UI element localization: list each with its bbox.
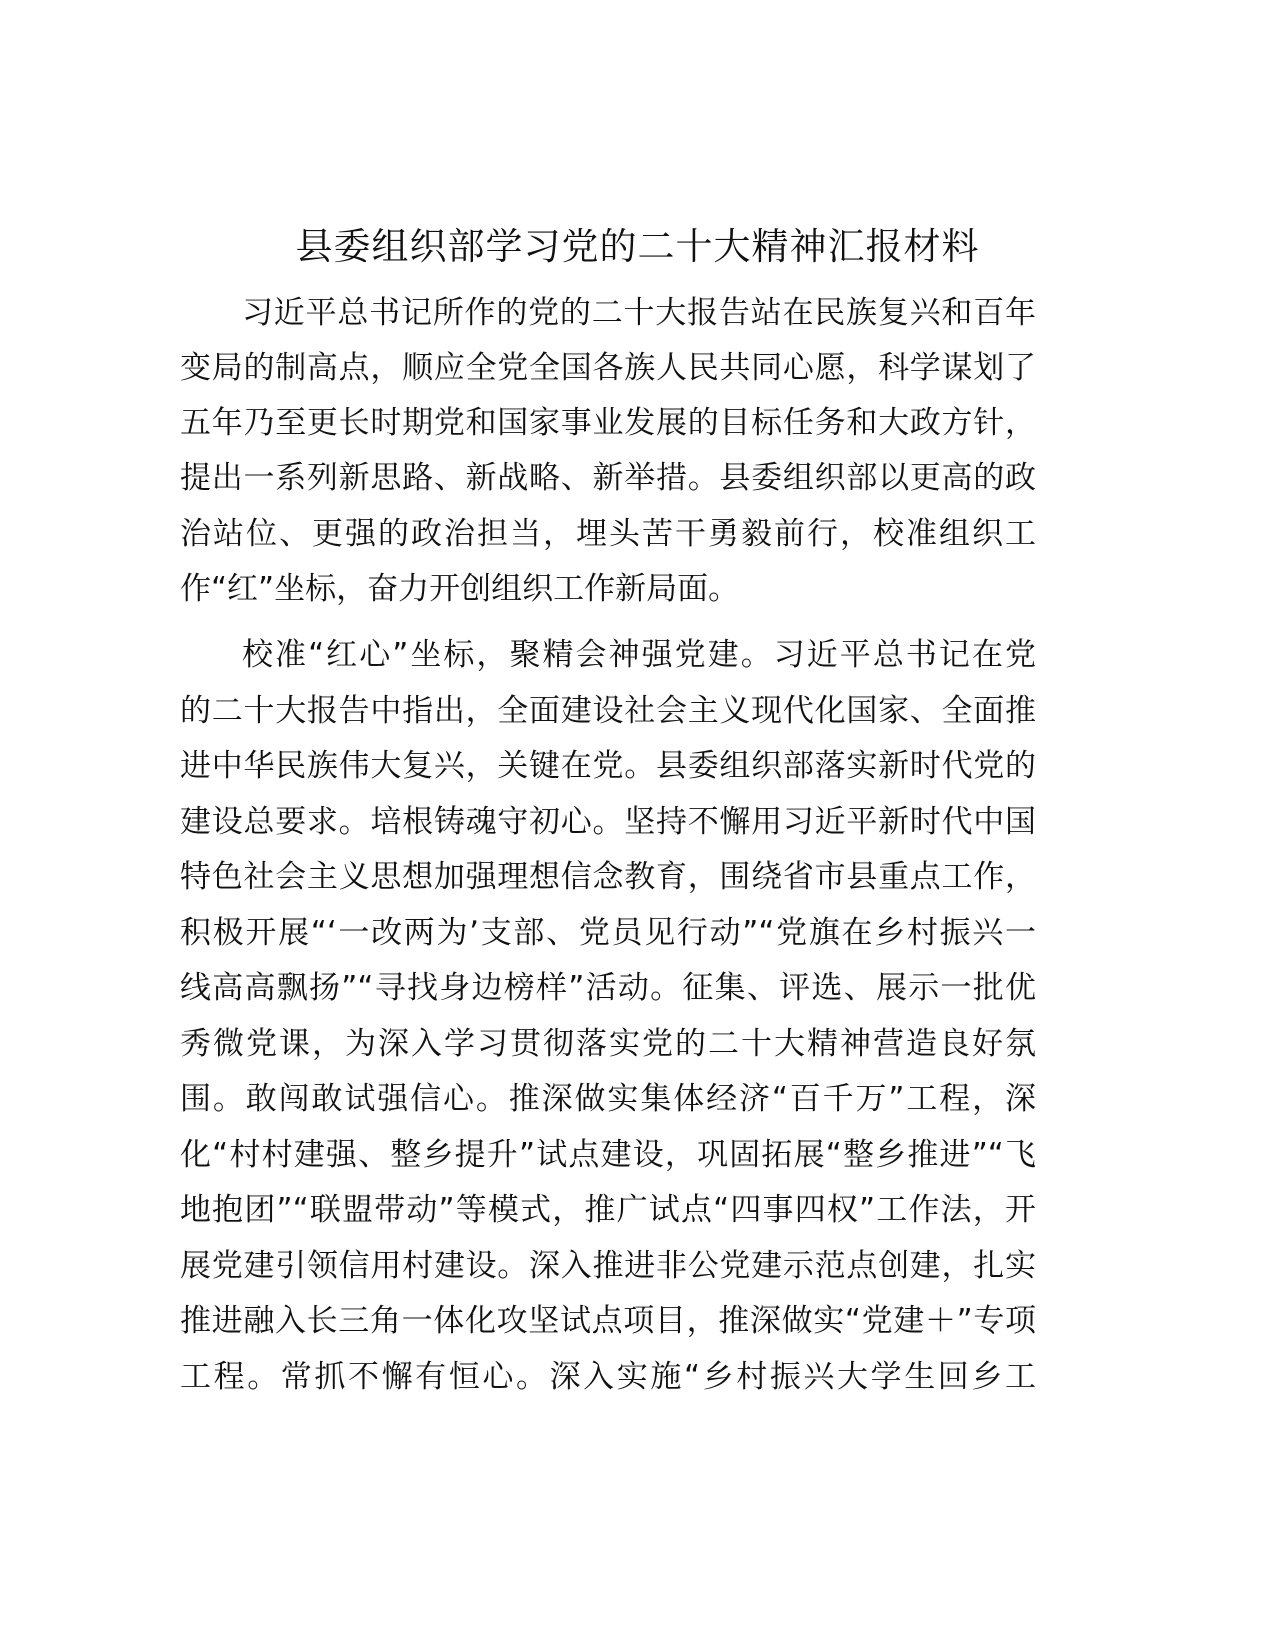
document-title: 县委组织部学习党的二十大精神汇报材料: [295, 225, 980, 268]
paragraph-2-line: 进中华民族伟大复兴，关键在党。县委组织部落实新时代党的: [180, 748, 1036, 784]
paragraph-2-line: 化“村村建强、整乡提升”试点建设，巩固拓展“整乡推进”“飞: [180, 1137, 1036, 1173]
paragraph-2-line: 校准“红心”坐标，聚精会神强党建。习近平总书记在党: [242, 637, 1036, 673]
paragraph-1-line: 五年乃至更长时期党和国家事业发展的目标任务和大政方针，: [180, 405, 1036, 441]
paragraph-1-line: 治站位、更强的政治担当，埋头苦干勇毅前行，校准组织工: [180, 516, 1036, 552]
paragraph-2-line: 建设总要求。培根铸魂守初心。坚持不懈用习近平新时代中国: [180, 804, 1036, 840]
paragraph-2-line: 围。敢闯敢试强信心。推深做实集体经济“百千万”工程，深: [180, 1081, 1036, 1117]
paragraph-1-line: 提出一系列新思路、新战略、新举措。县委组织部以更高的政: [180, 460, 1036, 496]
paragraph-1-line: 习近平总书记所作的党的二十大报告站在民族复兴和百年: [242, 295, 1036, 331]
paragraph-1-line: 作“红”坐标，奋力开创组织工作新局面。: [180, 571, 740, 607]
paragraph-2-line: 线高高飘扬”“寻找身边榜样”活动。征集、评选、展示一批优: [180, 970, 1036, 1006]
paragraph-2-line: 特色社会主义思想加强理想信念教育，围绕省市县重点工作，: [180, 859, 1036, 895]
paragraph-1-line: 变局的制高点，顺应全党全国各族人民共同心愿，科学谋划了: [180, 350, 1036, 386]
paragraph-2-line: 展党建引领信用村建设。深入推进非公党建示范点创建，扎实: [180, 1248, 1036, 1284]
paragraph-2-line: 积极开展“‘一改两为’支部、党员见行动”“党旗在乡村振兴一: [180, 915, 1036, 951]
paragraph-2-line: 的二十大报告中指出，全面建设社会主义现代化国家、全面推: [180, 693, 1036, 729]
paragraph-2-line: 秀微党课，为深入学习贯彻落实党的二十大精神营造良好氛: [180, 1026, 1036, 1062]
paragraph-2-line: 推进融入长三角一体化攻坚试点项目，推深做实“党建＋”专项: [180, 1303, 1036, 1339]
paragraph-2-line: 工程。常抓不懈有恒心。深入实施“乡村振兴大学生回乡工: [180, 1359, 1036, 1395]
paragraph-2-line: 地抱团”“联盟带动”等模式，推广试点“四事四权”工作法，开: [180, 1192, 1036, 1228]
